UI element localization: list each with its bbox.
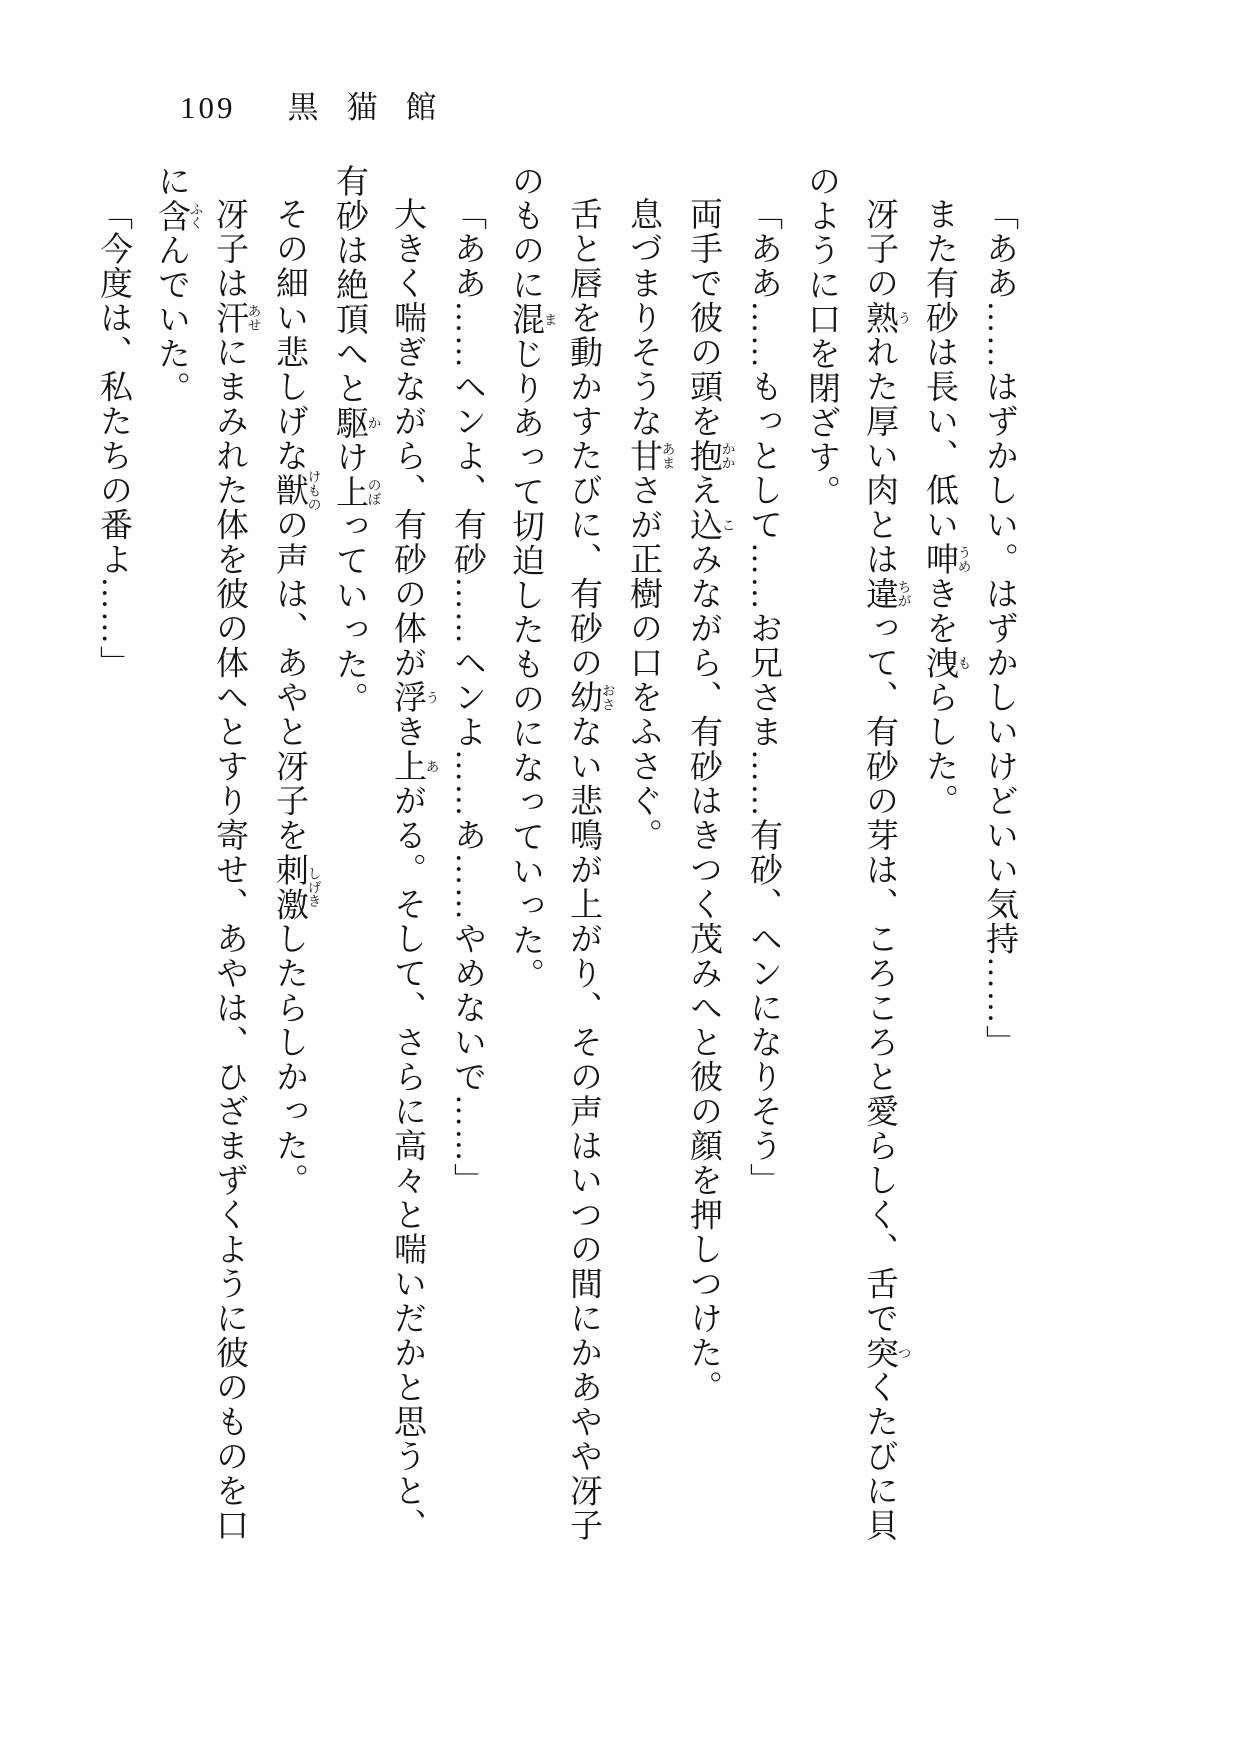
ruby-annotated-word: 上あ: [389, 749, 439, 784]
ruby-annotated-word: 込こ: [685, 507, 735, 542]
ruby-annotated-word: 抱かか: [685, 438, 735, 473]
book-title: 黒猫館: [287, 90, 465, 125]
page-number: 109: [180, 90, 236, 125]
paragraph: また有砂は長い、低い呻うめきを洩もらした。: [921, 197, 971, 818]
ruby-annotated-word: 突つ: [861, 1335, 911, 1370]
paragraph: 両手で彼の頭を抱かかえ込こみながら、有砂はきつく茂みへと彼の顔を押しつけた。: [685, 197, 735, 1405]
ruby-annotated-word: 呻うめ: [921, 542, 971, 577]
ruby-annotated-word: 違ちが: [861, 576, 911, 611]
paragraph: 大きく喘ぎながら、有砂の体が浮うき上あがる。そして、さらに高々と喘いだかと思うと、有砂は絶頂へと駆かけ上のぼっていった。: [331, 164, 439, 1543]
ruby-annotated-word: 刺激しげき: [271, 852, 321, 922]
ruby-annotated-word: 含ふく: [153, 198, 203, 233]
paragraph: 「ああ……もっとして……お兄さま……有砂、ヘンになりそう」: [745, 197, 781, 1198]
paragraph: その細い悲しげな獣けものの声は、あやと冴子を刺激しげきしたらしかった。: [271, 197, 321, 1198]
ruby-annotated-word: 汗あせ: [211, 300, 261, 335]
ruby-annotated-word: 甘あま: [625, 438, 675, 473]
paragraph: 冴子は汗あせにまみれた体を彼の体へとすり寄せ、あやは、ひざまずくように彼のものを口に含ふくんでいた。: [153, 164, 261, 1543]
running-head: [180, 92, 465, 123]
ruby-annotated-word: 熟う: [861, 300, 911, 335]
paragraph: 舌と唇を動かすたびに、有砂の幼おさない悲鳴が上がり、その声はいつの間にかあやや冴子のものに混まじりあって切迫したものになっていった。: [507, 164, 615, 1543]
paragraph: 「今度は、私たちの番よ……」: [95, 197, 131, 680]
body-text: [84, 164, 1028, 1548]
ruby-annotated-word: 駆か: [331, 405, 381, 440]
paragraph: 「ああ……ヘンよ、有砂……ヘンよ……あ……やめないで……」: [449, 197, 485, 1198]
ruby-annotated-word: 洩も: [921, 645, 971, 680]
ruby-annotated-word: 獣けもの: [271, 469, 321, 512]
paragraph: 「ああ……はずかしい。はずかしいけどいい気持……」: [981, 197, 1017, 1060]
ruby-annotated-word: 幼おさ: [565, 680, 615, 715]
ruby-annotated-word: 浮う: [389, 680, 439, 715]
paragraph: 冴子の熟うれた厚い肉とは違ちがって、有砂の芽は、ころころと愛らしく、舌で突つくたびに貝のように口を閉ざす。: [803, 164, 911, 1543]
ruby-annotated-word: 上のぼ: [331, 474, 381, 509]
ruby-annotated-word: 混ま: [507, 302, 557, 337]
paragraph: 息づまりそうな甘あまさが正樹の口をふさぐ。: [625, 197, 675, 853]
